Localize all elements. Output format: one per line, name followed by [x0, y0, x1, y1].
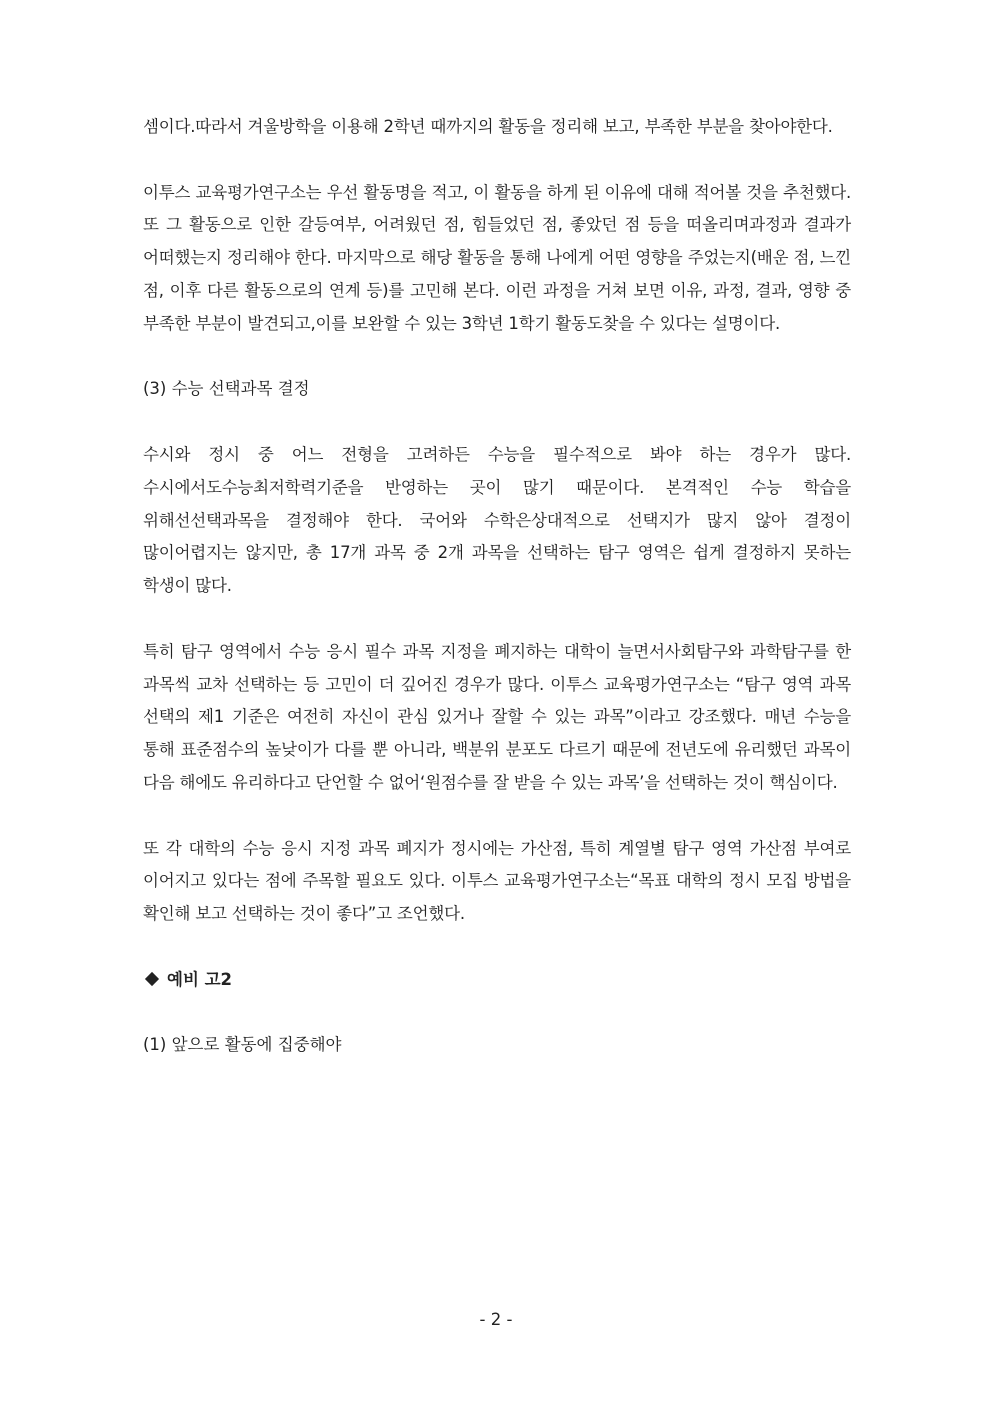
page-number: - 2 -	[479, 1310, 513, 1329]
subsection-heading-1: (1) 앞으로 활동에 집중해야	[143, 1035, 342, 1055]
paragraph-2: 이투스 교육평가연구소는 우선 활동명을 적고, 이 활동을 하게 된 이유에 대해 적어볼 것을 추천했다.또 그 활동으로 인한 갈등여부, 어려웠던 점, 힘들었던 점, 좋았던 점 등을 떠올리며과정과 결과가 어떠했는지 정리해야 한다. 마지막으로 해당 활동을 통해 나에게 어떤 영향을 주었는지(배운 점, 느낀 점, 이후 다른 활동으로의 연계 등)를 고민해 본다. 이런 과정을 거쳐 보면 이유, 과정, 결과, 영향 중 부족한 부분이 발견되고,이를 보완할 수 있는 3학년 1학기 활동도찾을 수 있다는 설명이다.	[143, 182, 851, 333]
section-heading-text: 예비 고2	[167, 969, 233, 989]
section-heading	[143, 964, 851, 997]
paragraph-4: 특히 탐구 영역에서 수능 응시 필수 과목 지정을 폐지하는 대학이 늘면서사회탐구와 과학탐구를 한 과목씩 교차 선택하는 등 고민이 더 깊어진 경우가 많다. 이투스 교육평가연구소는 “탐구 영역 과목 선택의 제1 기준은 여전히 자신이 관심 있거나 잘할 수 있는 과목”이라고 강조했다. 매년 수능을 통해 표준점수의 높낮이가 다를 뿐 아니라, 백분위 분포도 다르기 때문에 전년도에 유리했던 과목이 다음 해에도 유리하다고 단언할 수 없어‘원점수를 잘 받을 수 있는 과목’을 선택하는 것이 핵심이다.	[143, 641, 851, 792]
paragraph-5: 또 각 대학의 수능 응시 지정 과목 폐지가 정시에는 가산점, 특히 계열별 탐구 영역 가산점 부여로 이어지고 있다는 점에 주목할 필요도 있다. 이투스 교육평가연구소는“목표 대학의 정시 모집 방법을 확인해 보고 선택하는 것이 좋다”고 조언했다.	[143, 838, 851, 924]
document-body	[143, 111, 851, 1095]
paragraph-1: 셈이다.따라서 겨울방학을 이용해 2학년 때까지의 활동을 정리해 보고, 부족한 부분을 찾아야한다.	[143, 117, 833, 136]
subsection-heading-3: (3) 수능 선택과목 결정	[143, 379, 310, 399]
diamond-bullet-icon	[145, 972, 159, 986]
paragraph-3: 수시와 정시 중 어느 전형을 고려하든 수능을 필수적으로 봐야 하는 경우가 많다. 수시에서도수능최저학력기준을 반영하는 곳이 많기 때문이다. 본격적인 수능 학습을 위해선선택과목을 결정해야 한다. 국어와 수학은상대적으로 선택지가 많지 않아 결정이 많이어렵지는 않지만, 총 17개 과목 중 2개 과목을 선택하는 탐구 영역은 쉽게 결정하지 못하는 학생이 많다.	[143, 444, 851, 596]
